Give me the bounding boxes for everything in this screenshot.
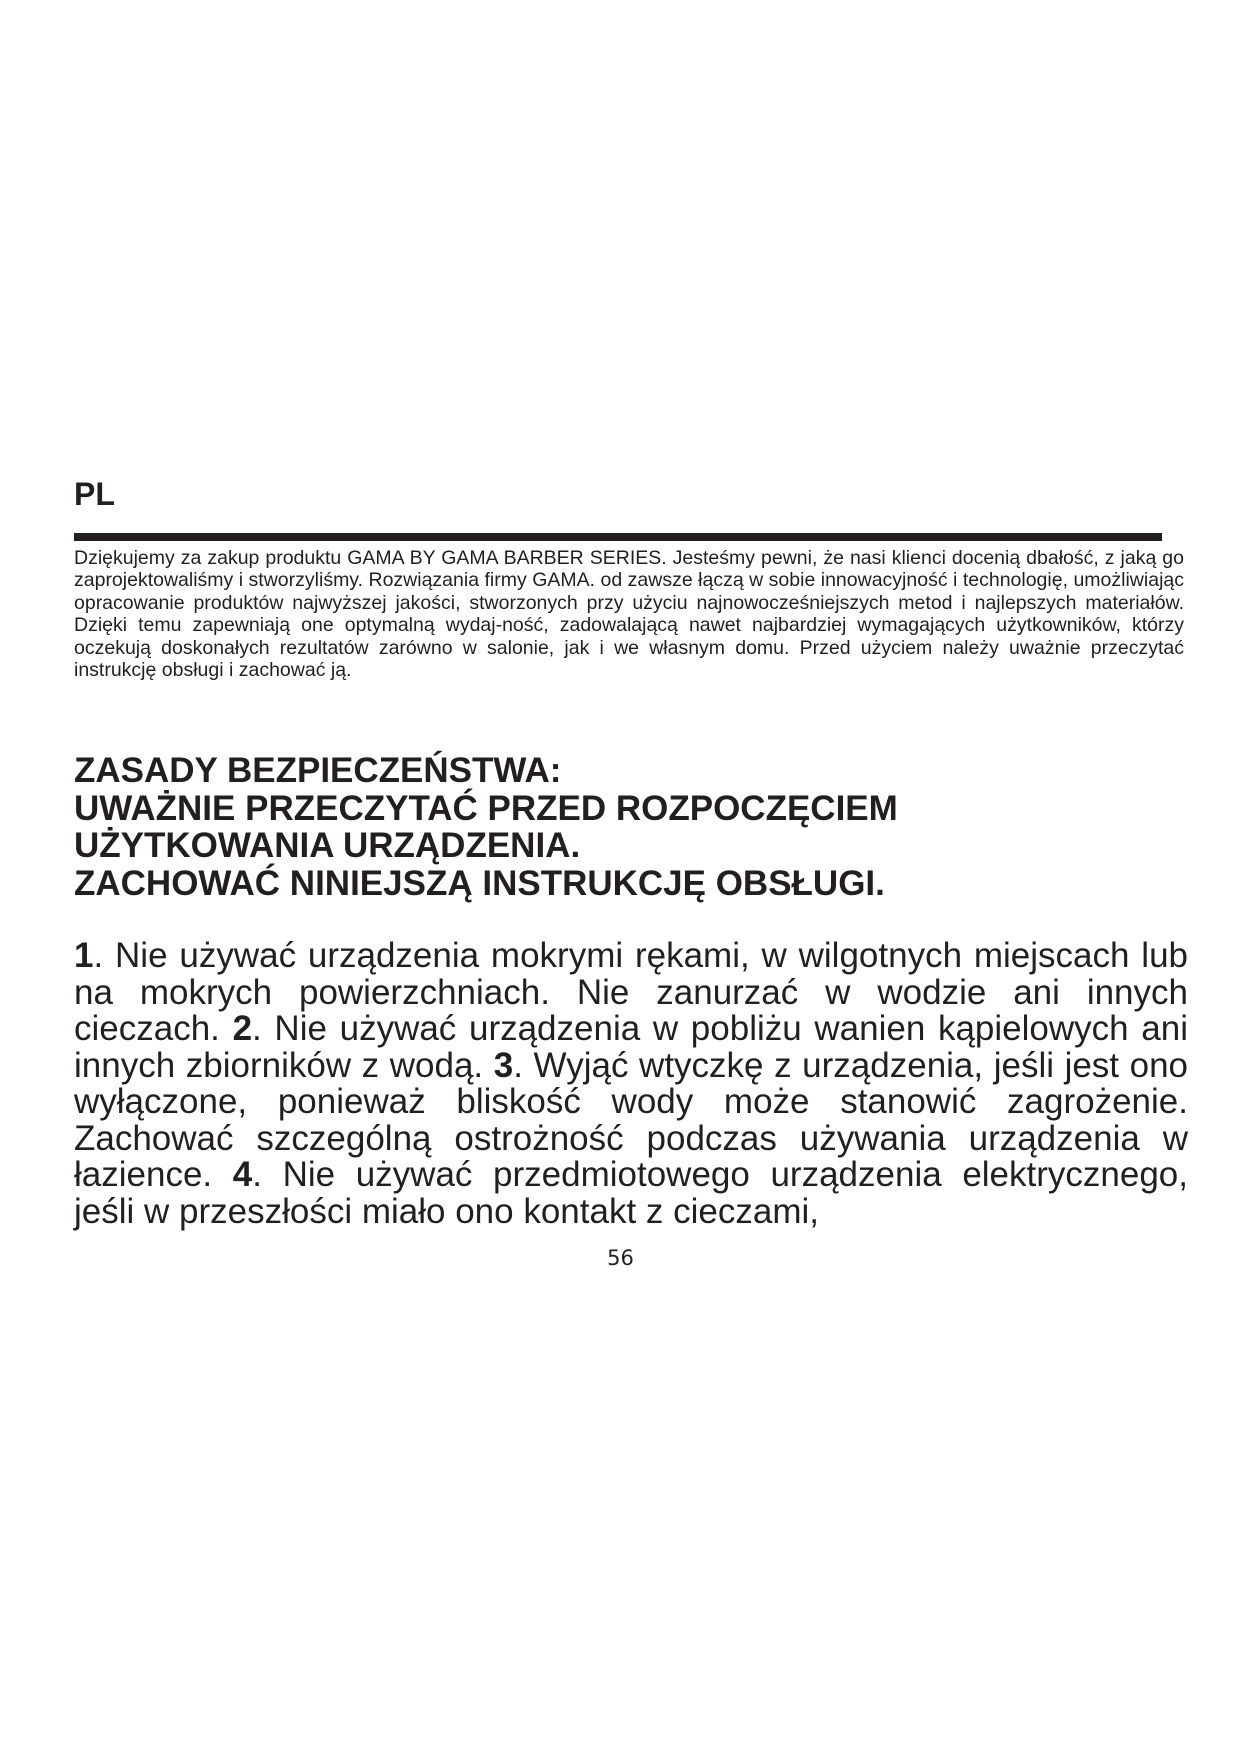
rule-number: 2 bbox=[232, 1009, 253, 1048]
rule-text: . Wyjąć wtyczkę z urządzenia, jeśli jest ono wyłączone, ponieważ bliskość wody może stanowić zagrożenie. Zachować szczególną ostrożność podczas używania urządzenia w łazience. bbox=[74, 1045, 1189, 1194]
safety-heading-line: UŻYTKOWANIA URZĄDZENIA. bbox=[74, 826, 581, 865]
rule-number: 1 bbox=[74, 936, 94, 975]
safety-heading-line: UWAŻNIE PRZECZYTAĆ PRZED ROZPOCZĘCIEM bbox=[74, 788, 898, 828]
rule-number: 3 bbox=[493, 1045, 514, 1085]
safety-heading-line: ZASADY BEZPIECZEŃSTWA: bbox=[74, 751, 562, 790]
rule-text: . Nie używać urządzenia w pobliżu wanien kąpielowych ani innych zbiorników z wodą. bbox=[74, 1009, 1188, 1085]
rule-text: . Nie używać urządzenia mokrymi rękami, w wilgotnych miejscach lub na mokrych powierzchniach. Nie zanurzać w wodzie ani innych cieczach. bbox=[74, 936, 1188, 1048]
page-number: 56 bbox=[607, 1246, 634, 1270]
header-divider bbox=[74, 533, 1162, 541]
safety-rules-paragraph bbox=[74, 938, 1188, 1230]
rule-text: . Nie używać przedmiotowego urządzenia elektrycznego, jeśli w przeszłości miało ono kontakt z cieczami, bbox=[74, 1155, 1188, 1231]
intro-paragraph: Dziękujemy za zakup produktu GAMA BY GAMA BARBER SERIES. Jesteśmy pewni, że nasi klienci docenią dbałość, z jaką go zaprojektowaliśmy i stworzyliśmy. Rozwiązania firmy GAMA. od zawsze łączą w sobie innowacyjność i technologię, umożliwiając opracowanie produktów najwyższej jakości, stworzonych przy użyciu najnowocześniejszych metod i najlepszych materiałów. Dzięki temu zapewniają one optymalną wydaj-ność, zadowalającą nawet najbardziej wymagających użytkowników, którzy oczekują doskonałych rezultatów zarówno w salonie, jak i we własnym domu. Przed użyciem należy uważnie przeczytać instrukcję obsługi i zachować ją. bbox=[74, 547, 1184, 682]
safety-heading-line: ZACHOWAĆ NINIEJSZĄ INSTRUKCJĘ OBSŁUGI. bbox=[74, 863, 885, 903]
safety-heading bbox=[74, 752, 1184, 902]
rule-number: 4 bbox=[232, 1155, 253, 1194]
language-code-heading: PL bbox=[74, 476, 115, 512]
